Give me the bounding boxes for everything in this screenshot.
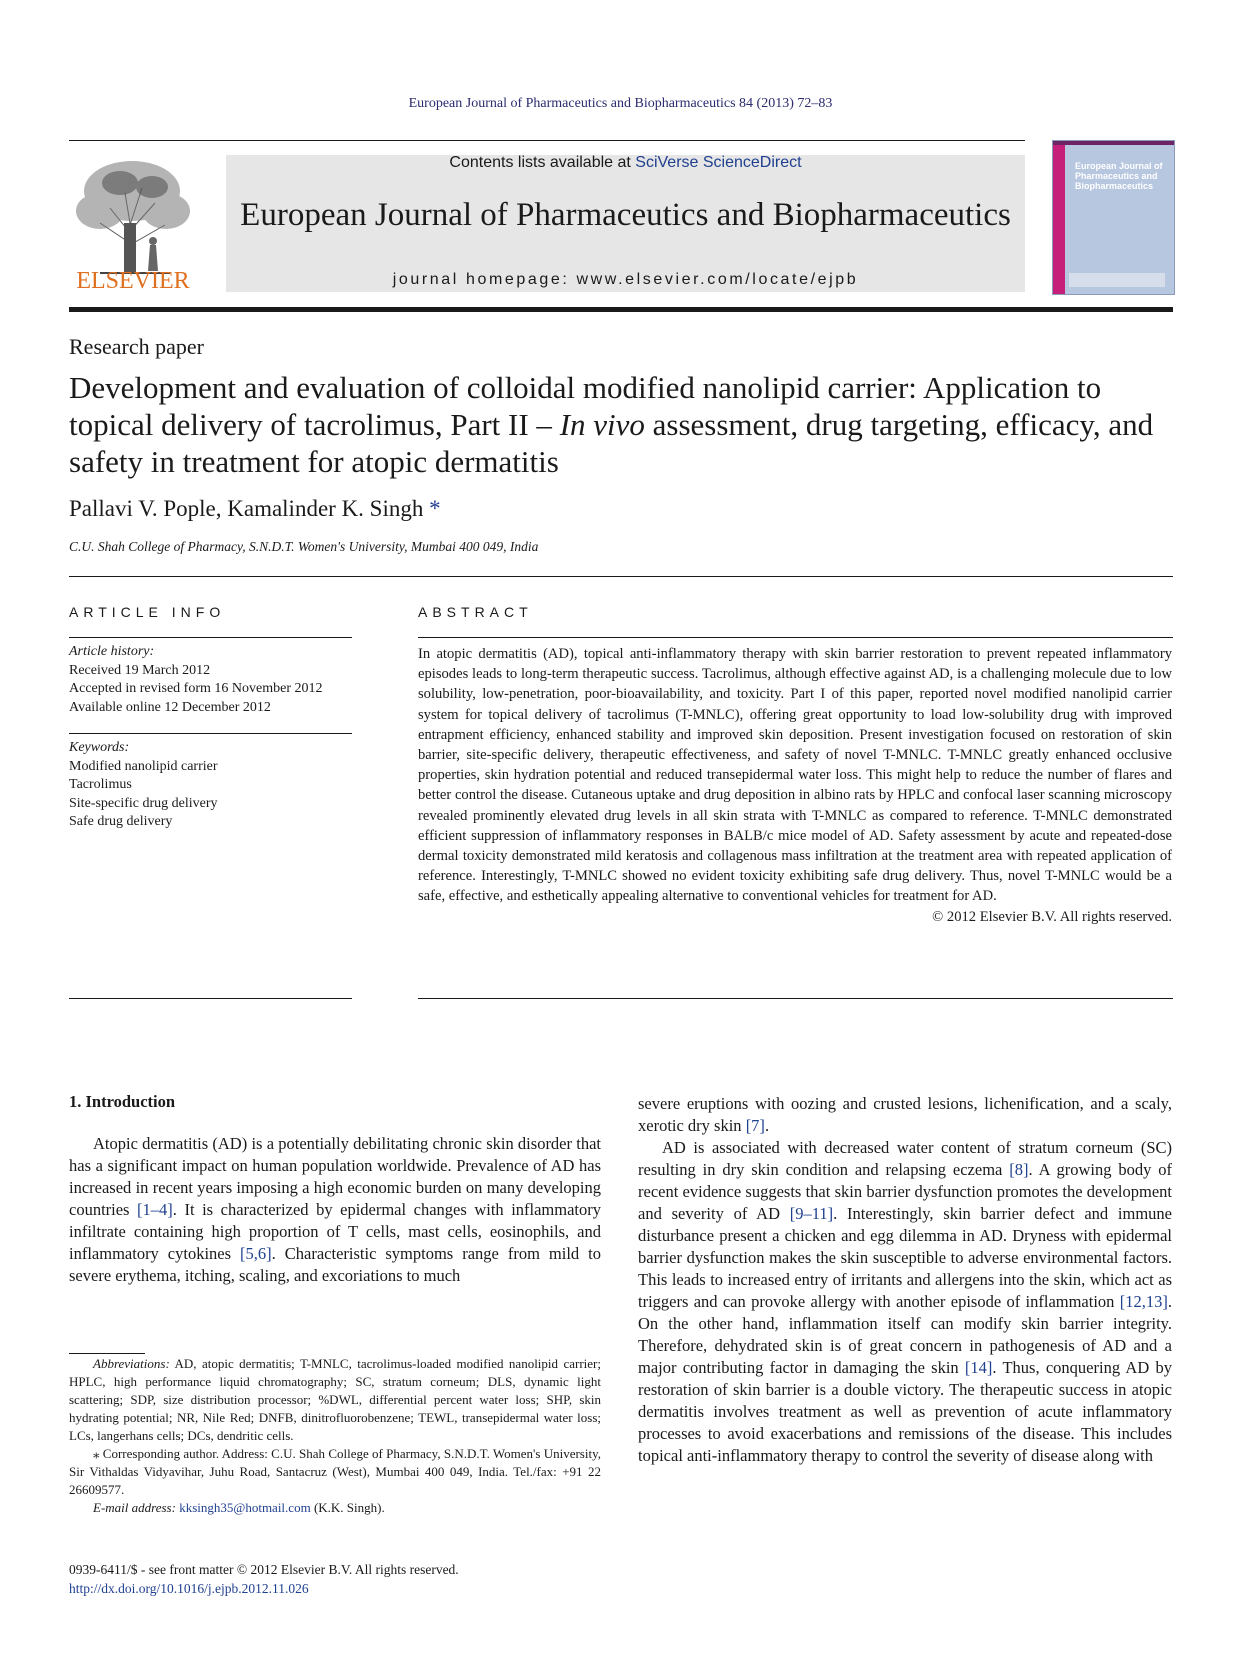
section-type: Research paper	[69, 334, 204, 359]
homepage-line	[226, 271, 1025, 289]
info-rule-2	[69, 733, 352, 734]
intro-paragraph-cont	[638, 1093, 1172, 1137]
text-run: AD is associated with decreased water content of stratum corneum (SC) resulting in dry skin condition and relapsing eczema	[638, 1138, 1172, 1179]
text-run: severe eruptions with oozing and crusted lesions, lichenification, and a scaly, xerotic dry skin	[638, 1094, 1172, 1135]
footnote-rule	[69, 1353, 145, 1354]
email-footnote	[69, 1499, 601, 1517]
text-run: .	[764, 1116, 770, 1135]
article-history	[69, 643, 352, 717]
abbreviations-label: Abbreviations:	[93, 1356, 170, 1371]
keywords	[69, 739, 352, 832]
header-thick-rule	[69, 307, 1173, 312]
citation-link[interactable]: [9–11]	[789, 1204, 834, 1223]
text-run: . Characteristic symptoms range from mild to severe erythema, itching, scaling, and excoriations to much	[69, 1244, 601, 1285]
history-received: Received 19 March 2012	[69, 662, 211, 678]
header-top-rule	[69, 140, 1025, 141]
corresponding-author-mark[interactable]: *	[429, 496, 441, 521]
text-run: Atopic dermatitis (AD) is a potentially debilitating chronic skin disorder that has a significant impact on human population worldwide. Prevalence of AD has increased in recent years imposing a high economic burden on many developing countries	[69, 1134, 601, 1219]
cover-topband	[1053, 141, 1174, 145]
authors	[69, 496, 441, 522]
abbreviations-footnote	[69, 1355, 601, 1445]
cover-lower-band	[1069, 273, 1165, 287]
journal-title: European Journal of Pharmaceutics and Biopharmaceutics	[240, 197, 1011, 233]
introduction-heading: 1. Introduction	[69, 1092, 176, 1111]
article-title	[69, 369, 1179, 480]
info-rule-1	[69, 637, 352, 638]
abstract-top-rule	[418, 637, 1173, 638]
abstract-body	[418, 644, 1172, 927]
abstract-bottom-rule	[418, 998, 1173, 999]
homepage-url[interactable]: www.elsevier.com/locate/ejpb	[576, 271, 859, 288]
info-top-rule	[69, 576, 1173, 577]
citation-link[interactable]: [12,13]	[1119, 1292, 1168, 1311]
history-accepted: Accepted in revised form 16 November 2012	[69, 681, 323, 696]
intro-paragraph-2	[638, 1137, 1172, 1467]
text-run: . On the other hand, inflammation itself can modify skin barrier integrity. Therefore, dehydrated skin is of great concern in pathogenesis of AD and a major contributing factor in damaging the skin	[638, 1292, 1172, 1377]
abstract-copyright: © 2012 Elsevier B.V. All rights reserved.	[932, 908, 1172, 925]
text-run: . It is characterized by epidermal changes with inflammatory infiltrate containing high proportion of T cells, mast cells, eosinophils, and inflammatory cytokines	[69, 1200, 601, 1263]
title-part1: Development and evaluation of colloidal modified nanolipid carrier: Application to topical delivery of tacrolimus, Part II –	[69, 370, 1102, 442]
keyword: Safe drug delivery	[69, 814, 173, 829]
keyword: Tacrolimus	[69, 777, 132, 792]
sciencedirect-link[interactable]: SciVerse ScienceDirect	[635, 154, 802, 171]
title-part2: assessment, drug targeting, efficacy, and safety in treatment for atopic dermatitis	[69, 407, 1154, 479]
contents-prefix: Contents lists available at	[449, 154, 636, 171]
history-label: Article history:	[69, 644, 155, 659]
text-run: . Interestingly, skin barrier defect and immune disturbance present a chicken and egg dilemma in AD. Dryness with epidermal barrier dysfunction makes the skin susceptible to adverse environmental factors. This leads to increased entry of irritants and allergens into the skin, which act as triggers and can provoke allergy with another episode of inflammation	[638, 1204, 1172, 1311]
contents-line	[226, 154, 1025, 172]
cover-stripe	[1053, 141, 1065, 294]
author-names: Pallavi V. Pople, Kamalinder K. Singh	[69, 496, 424, 521]
text-run: . A growing body of recent evidence suggests that skin barrier dysfunction promotes the development and severity of AD	[638, 1160, 1172, 1223]
corresponding-footnote: ⁎ Corresponding author. Address: C.U. Shah College of Pharmacy, S.N.D.T. Women's University, Sir Vithaldas Vidyavihar, Juhu Road, Santacruz (West), Mumbai 400 049, India. Tel./fax: +91 22 26609577.	[69, 1446, 601, 1497]
keyword: Site-specific drug delivery	[69, 795, 218, 811]
title-italic: In vivo	[559, 407, 645, 442]
article-info-heading: ARTICLE INFO	[69, 604, 226, 620]
keywords-label: Keywords:	[69, 740, 130, 755]
affiliation: C.U. Shah College of Pharmacy, S.N.D.T. Women's University, Mumbai 400 049, India	[69, 539, 539, 554]
bottom-meta	[69, 1560, 459, 1598]
citation-link[interactable]: [14]	[964, 1358, 993, 1377]
journal-cover-thumbnail	[1052, 140, 1175, 295]
issn-line: 0939-6411/$ - see front matter © 2012 Elsevier B.V. All rights reserved.	[69, 1562, 459, 1577]
intro-left-column	[69, 1133, 601, 1287]
text-run: . Thus, conquering AD by restoration of skin barrier is a double victory. The therapeutic success in atopic dermatitis involves treatment as well as prevention of acute inflammatory processes to avoid exacerbations and remissions of the disease. This includes topical anti-inflammatory therapy to control the severity of disease along with	[638, 1358, 1172, 1465]
email-link[interactable]: kksingh35@hotmail.com	[179, 1500, 311, 1515]
publisher-wordmark: ELSEVIER	[76, 268, 190, 294]
footnotes	[69, 1355, 601, 1517]
intro-paragraph-1	[69, 1133, 601, 1287]
citation-link[interactable]: [8]	[1009, 1160, 1029, 1179]
keyword: Modified nanolipid carrier	[69, 758, 218, 774]
cover-title: European Journal of Pharmaceutics and Biopharmaceutics	[1075, 161, 1163, 191]
email-suffix: (K.K. Singh).	[310, 1500, 385, 1515]
intro-right-column	[638, 1093, 1172, 1467]
running-head: European Journal of Pharmaceutics and Biopharmaceutics 84 (2013) 72–83	[408, 96, 833, 111]
abstract-heading: ABSTRACT	[418, 604, 533, 620]
abbreviations-text: AD, atopic dermatitis; T-MNLC, tacrolimus-loaded modified nanolipid carrier; HPLC, high performance liquid chromatography; SC, stratum corneum; DLS, dynamic light scattering; SDP, size distribution processor; %DWL, differential percent water loss; SHP, skin hydrating potential; NR, Nile Red; DNFB, dinitrofluorobenzene; TEWL, transepidermal water loss; LCs, langerhans cells; DCs, dendritic cells.	[69, 1356, 601, 1443]
info-bottom-rule	[69, 998, 352, 999]
abstract-text: In atopic dermatitis (AD), topical anti-inflammatory therapy with skin barrier restoration to prevent repeated inflammatory episodes leads to long-term therapeutic success. Tacrolimus, although effective against AD, is a challenging molecule due to low solubility, low-penetration, poor-bioavailability, and toxicity. Part I of this paper, reported novel modified nanolipid carrier system for topical delivery of tacrolimus (T-MNLC), offering great opportunity to load low-solubility drug with improved entrapment efficiency, enhanced stability and improved skin deposition. Present investigation focused on restoration of skin barrier, site-specific delivery, therapeutic effectiveness, and safety of novel T-MNLC. T-MNLC greatly enhanced occlusive properties, skin hydration potential and reduced transepidermal water loss. This might help to reduce the number of flares and better control the disease. Cutaneous uptake and drug deposition in albino rats by HPLC and confocal laser scanning microscopy revealed prominently elevated drug levels in all skin strata with T-MNLC as compared to reference. T-MNLC demonstrated efficient suppression of inflammatory responses in BALB/c mice model of AD. Safety assessment by acute and repeated-dose dermal toxicity demonstrated mild keratosis and collagenous mass infiltration at the treatment area with repeated application of reference. Interestingly, T-MNLC showed no evident toxicity exhibiting safe drug delivery. Thus, novel T-MNLC would be a safe, effective, and esthetically appealing alternative to conventional vehicles for treatment for AD.	[418, 646, 1172, 905]
homepage-prefix: journal homepage:	[392, 271, 577, 288]
citation-link[interactable]: [7]	[745, 1116, 765, 1135]
email-label: E-mail address:	[93, 1500, 176, 1515]
citation-link[interactable]: [5,6]	[240, 1244, 272, 1263]
history-online: Available online 12 December 2012	[69, 699, 271, 715]
doi-link[interactable]: http://dx.doi.org/10.1016/j.ejpb.2012.11.026	[69, 1581, 309, 1596]
citation-link[interactable]: [1–4]	[137, 1200, 173, 1219]
